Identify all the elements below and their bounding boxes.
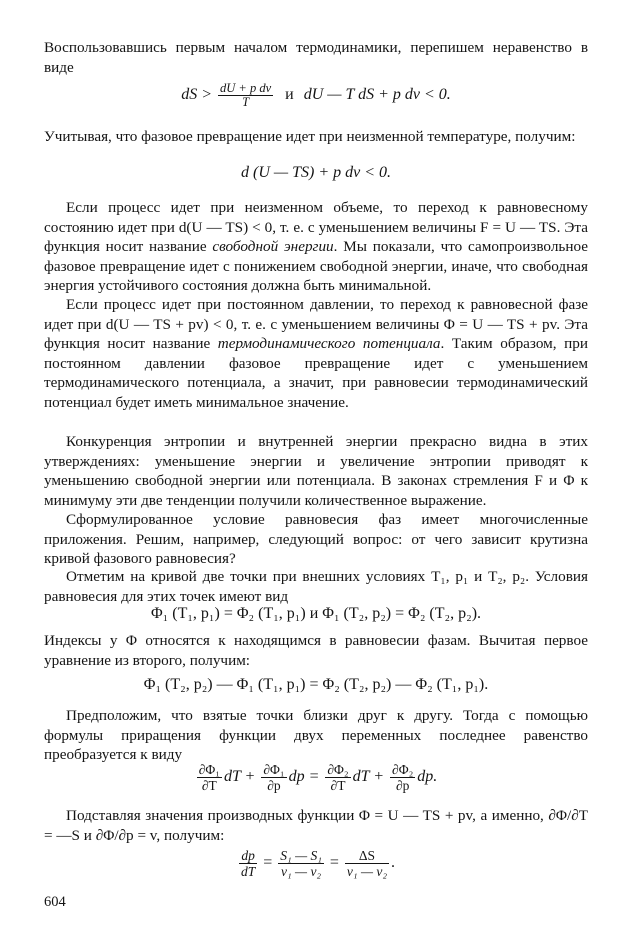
paragraph-2: Учитывая, что фазовое превращение идет при неизменной температуре, получим: [44,128,576,145]
eq5-frac-4 [390,762,415,793]
eq5-frac-2-num: ∂Φ₁ [263,762,285,777]
p4-text-b: . Таким образом, при постоянном давлении фазовое превращение идет с уменьшением термодинамического потенциала, а значит, при равновесии термодинамический потенциал будет иметь минимальное значение. [44,335,588,411]
eq5-frac-1-den: ∂T [201,778,217,793]
eq6-frac-2 [278,848,324,879]
eq5-frac-3-den: ∂T [330,778,346,793]
eq6-frac-1-den: dT [240,864,256,879]
eq5-term-3: dT + [352,768,385,786]
eq1-denominator: T [242,95,250,109]
eq5-frac-2-den: ∂p [267,778,281,793]
eq2-text: d (U — TS) + p dv < 0. [240,164,392,181]
eq4-text: Φ₁ (T₂, p₂) — Φ₁ (T₁, p₁) = Φ₂ (T₂, p₂) — Φ₂ (T₁, p₁). [143,676,489,693]
paragraph-10: Подставляя значения производных функции Φ = U — TS + pv, а именно, ∂Φ/∂T = —S и ∂Φ/∂p = v, получим: [44,807,588,844]
equation-4 [44,676,588,694]
eq6-frac-3-den: v₁ — v₂ [346,864,388,879]
term-thermodynamic-potential: термодинамического потенциала [217,335,441,353]
eq5-frac-3 [325,762,350,793]
eq1-numerator: dU + p dv [220,81,272,95]
eq5-frac-2 [261,762,286,793]
paragraph-7: Отметим на кривой две точки при внешних условиях T₁, p₁ и T₂, p₂. Условия равновесия для этих точек имеют вид [44,568,588,605]
paragraph-3 [44,198,588,296]
equation-1 [44,82,588,109]
eq1-conjunction: и [285,86,294,104]
eq3-text: Φ₁ (T₁, p₁) = Φ₂ (T₁, p₁) и Φ₁ (T₂, p₂) = Φ₂ (T₂, p₂). [150,605,482,622]
eq6-frac-3-num: ΔS [345,848,389,864]
eq1-lhs: dS > [181,86,212,104]
eq5-frac-3-num: ∂Φ₂ [327,762,349,777]
eq6-period: . [391,854,396,872]
paragraph-8: Индексы у Φ относятся к находящимся в равновесии фазам. Вычитая первое уравнение из второго, получим: [44,632,588,669]
eq1-fraction [218,82,273,109]
paragraph-6: Сформулированное условие равновесия фаз имеет многочисленные приложения. Решим, например, следующий вопрос: от чего зависит крутизна кривой фазового равновесия? [44,511,588,568]
p3-text-a: Если процесс идет при неизменном объеме, то переход к равновесному состоянию идет при d(U — TS) < 0, т. е. с уменьшением величины F = U — TS. Эта функция носит название [44,199,588,256]
eq6-equals-2: = [329,854,339,872]
p3-text-b: . Мы показали, что самопроизвольное фазовое превращение идет с понижением свободной энергии, иначе, что свободная энергия устойчивого состояния должна быть минимальной. [44,238,588,295]
eq6-frac-3 [345,848,389,879]
equation-3 [44,605,588,623]
eq5-frac-1 [197,762,222,793]
paragraph-4 [44,295,588,413]
eq5-frac-1-num: ∂Φ₁ [198,762,220,777]
paragraph-5: Конкуренция энтропии и внутренней энергии прекрасно видна в этих утверждениях: уменьшение энергии и увеличение энтропии приводят к уменьшению свободной энергии или потенциала. В законах стремления F и Φ к минимуму эти две тенденции получили количественное выражение. [44,433,588,509]
page-number: 604 [44,894,66,910]
eq1-rhs: dU — T dS + p dv < 0. [303,86,451,104]
term-free-energy: свободной энергии [212,238,334,256]
eq6-frac-2-den: v₁ — v₂ [281,864,322,879]
eq6-frac-1-num: dp [239,848,257,864]
eq5-frac-4-num: ∂Φ₂ [392,762,414,777]
eq5-frac-4-den: ∂p [395,778,410,793]
eq6-equals-1: = [263,854,273,872]
eq5-term-4: dp. [417,768,438,786]
equation-2 [44,164,588,182]
eq5-term-1: dT + [223,768,256,786]
equation-5 [44,762,588,793]
paragraph-9: Предположим, что взятые точки близки друг к другу. Тогда с помощью формулы приращения функции двух переменных последнее равенство преобразуется к виду [44,707,588,764]
eq6-frac-2-num: S₁ — S₁ [280,848,322,863]
eq5-term-2: dp = [288,768,320,786]
p4-text-a: Если процесс идет при постоянном давлении, то переход к равновесной фазе идет при d(U — TS + pv) < 0, т. е. с уменьшением величины Φ = U — TS + pv. Эта функция носит название [44,296,588,353]
eq6-frac-1 [239,848,257,879]
paragraph-1: Воспользовавшись первым началом термодинамики, перепишем неравенство в виде [44,39,588,76]
equation-6 [44,848,588,879]
